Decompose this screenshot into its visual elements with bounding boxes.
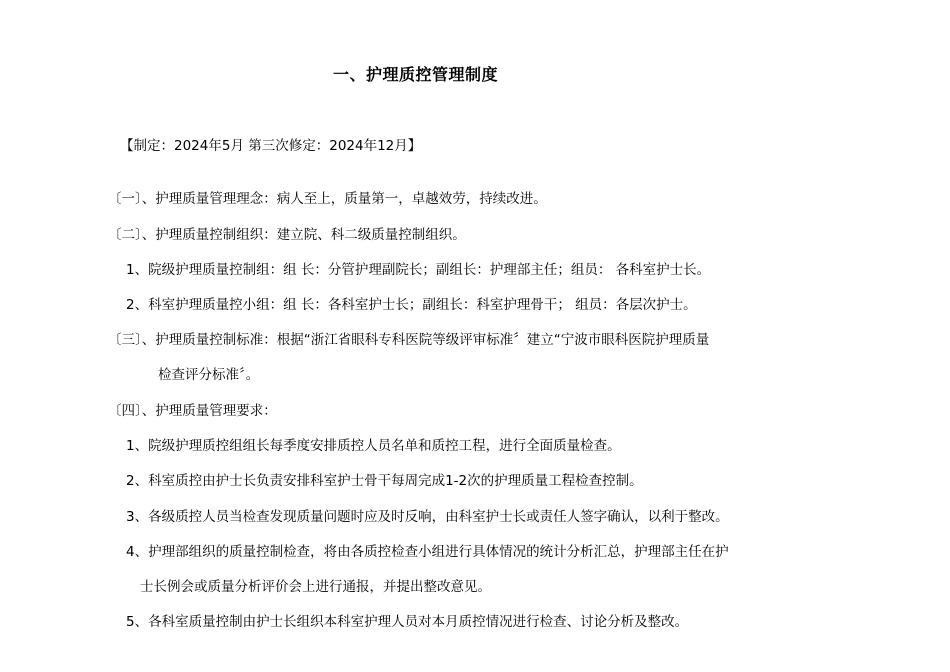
section-1-line: 〔一〕、护理质量管理理念：病人至上，质量第一，卓越效劳，持续改进。 bbox=[108, 191, 547, 207]
section-2-line: 〔二〕、护理质量控制组织：建立院、科二级质量控制组织。 bbox=[108, 227, 466, 243]
section-4-item-1: 1、院级护理质控组组长每季度安排质控人员名单和质控工程，进行全面质量检查。 bbox=[126, 438, 621, 454]
section-2-item-2: 2、科室护理质量控小组：组 长：各科室护士长；副组长：科室护理骨干； 组员：各层次护士。 bbox=[126, 297, 697, 313]
section-4-item-4-continuation: 士长例会或质量分析评价会上进行通报，并提出整改意见。 bbox=[140, 579, 491, 595]
revision-note: 【制定：2024年5月 第三次修定：2024年12月】 bbox=[120, 138, 422, 154]
section-4-item-5: 5、各科室质量控制由护士长组织本科室护理人员对本月质控情况进行检查、讨论分析及整改。 bbox=[126, 614, 689, 630]
document-title: 一、护理质控管理制度 bbox=[333, 65, 499, 84]
section-4-line: 〔四〕、护理质量管理要求： bbox=[108, 403, 277, 419]
section-4-item-3: 3、各级质控人员当检查发现质量问题时应及时反响，由科室护士长或责任人签字确认，以利于整改。 bbox=[126, 509, 729, 525]
section-3-line: 〔三〕、护理质量控制标准：根据“浙江省眼科专科医院等级评审标准〞建立“宁波市眼科医院护理质量 bbox=[108, 332, 710, 348]
section-4-item-4: 4、护理部组织的质量控制检查，将由各质控检查小组进行具体情况的统计分析汇总，护理部主任在护 bbox=[126, 544, 729, 560]
section-3-continuation: 检查评分标准〞。 bbox=[158, 367, 260, 383]
section-4-item-2: 2、科室质控由护士长负责安排科室护士骨干每周完成1-2次的护理质量工程检查控制。 bbox=[126, 473, 643, 489]
section-2-item-1: 1、院级护理质量控制组：组 长：分管护理副院长；副组长：护理部主任；组员： 各科室护士长。 bbox=[126, 262, 711, 278]
